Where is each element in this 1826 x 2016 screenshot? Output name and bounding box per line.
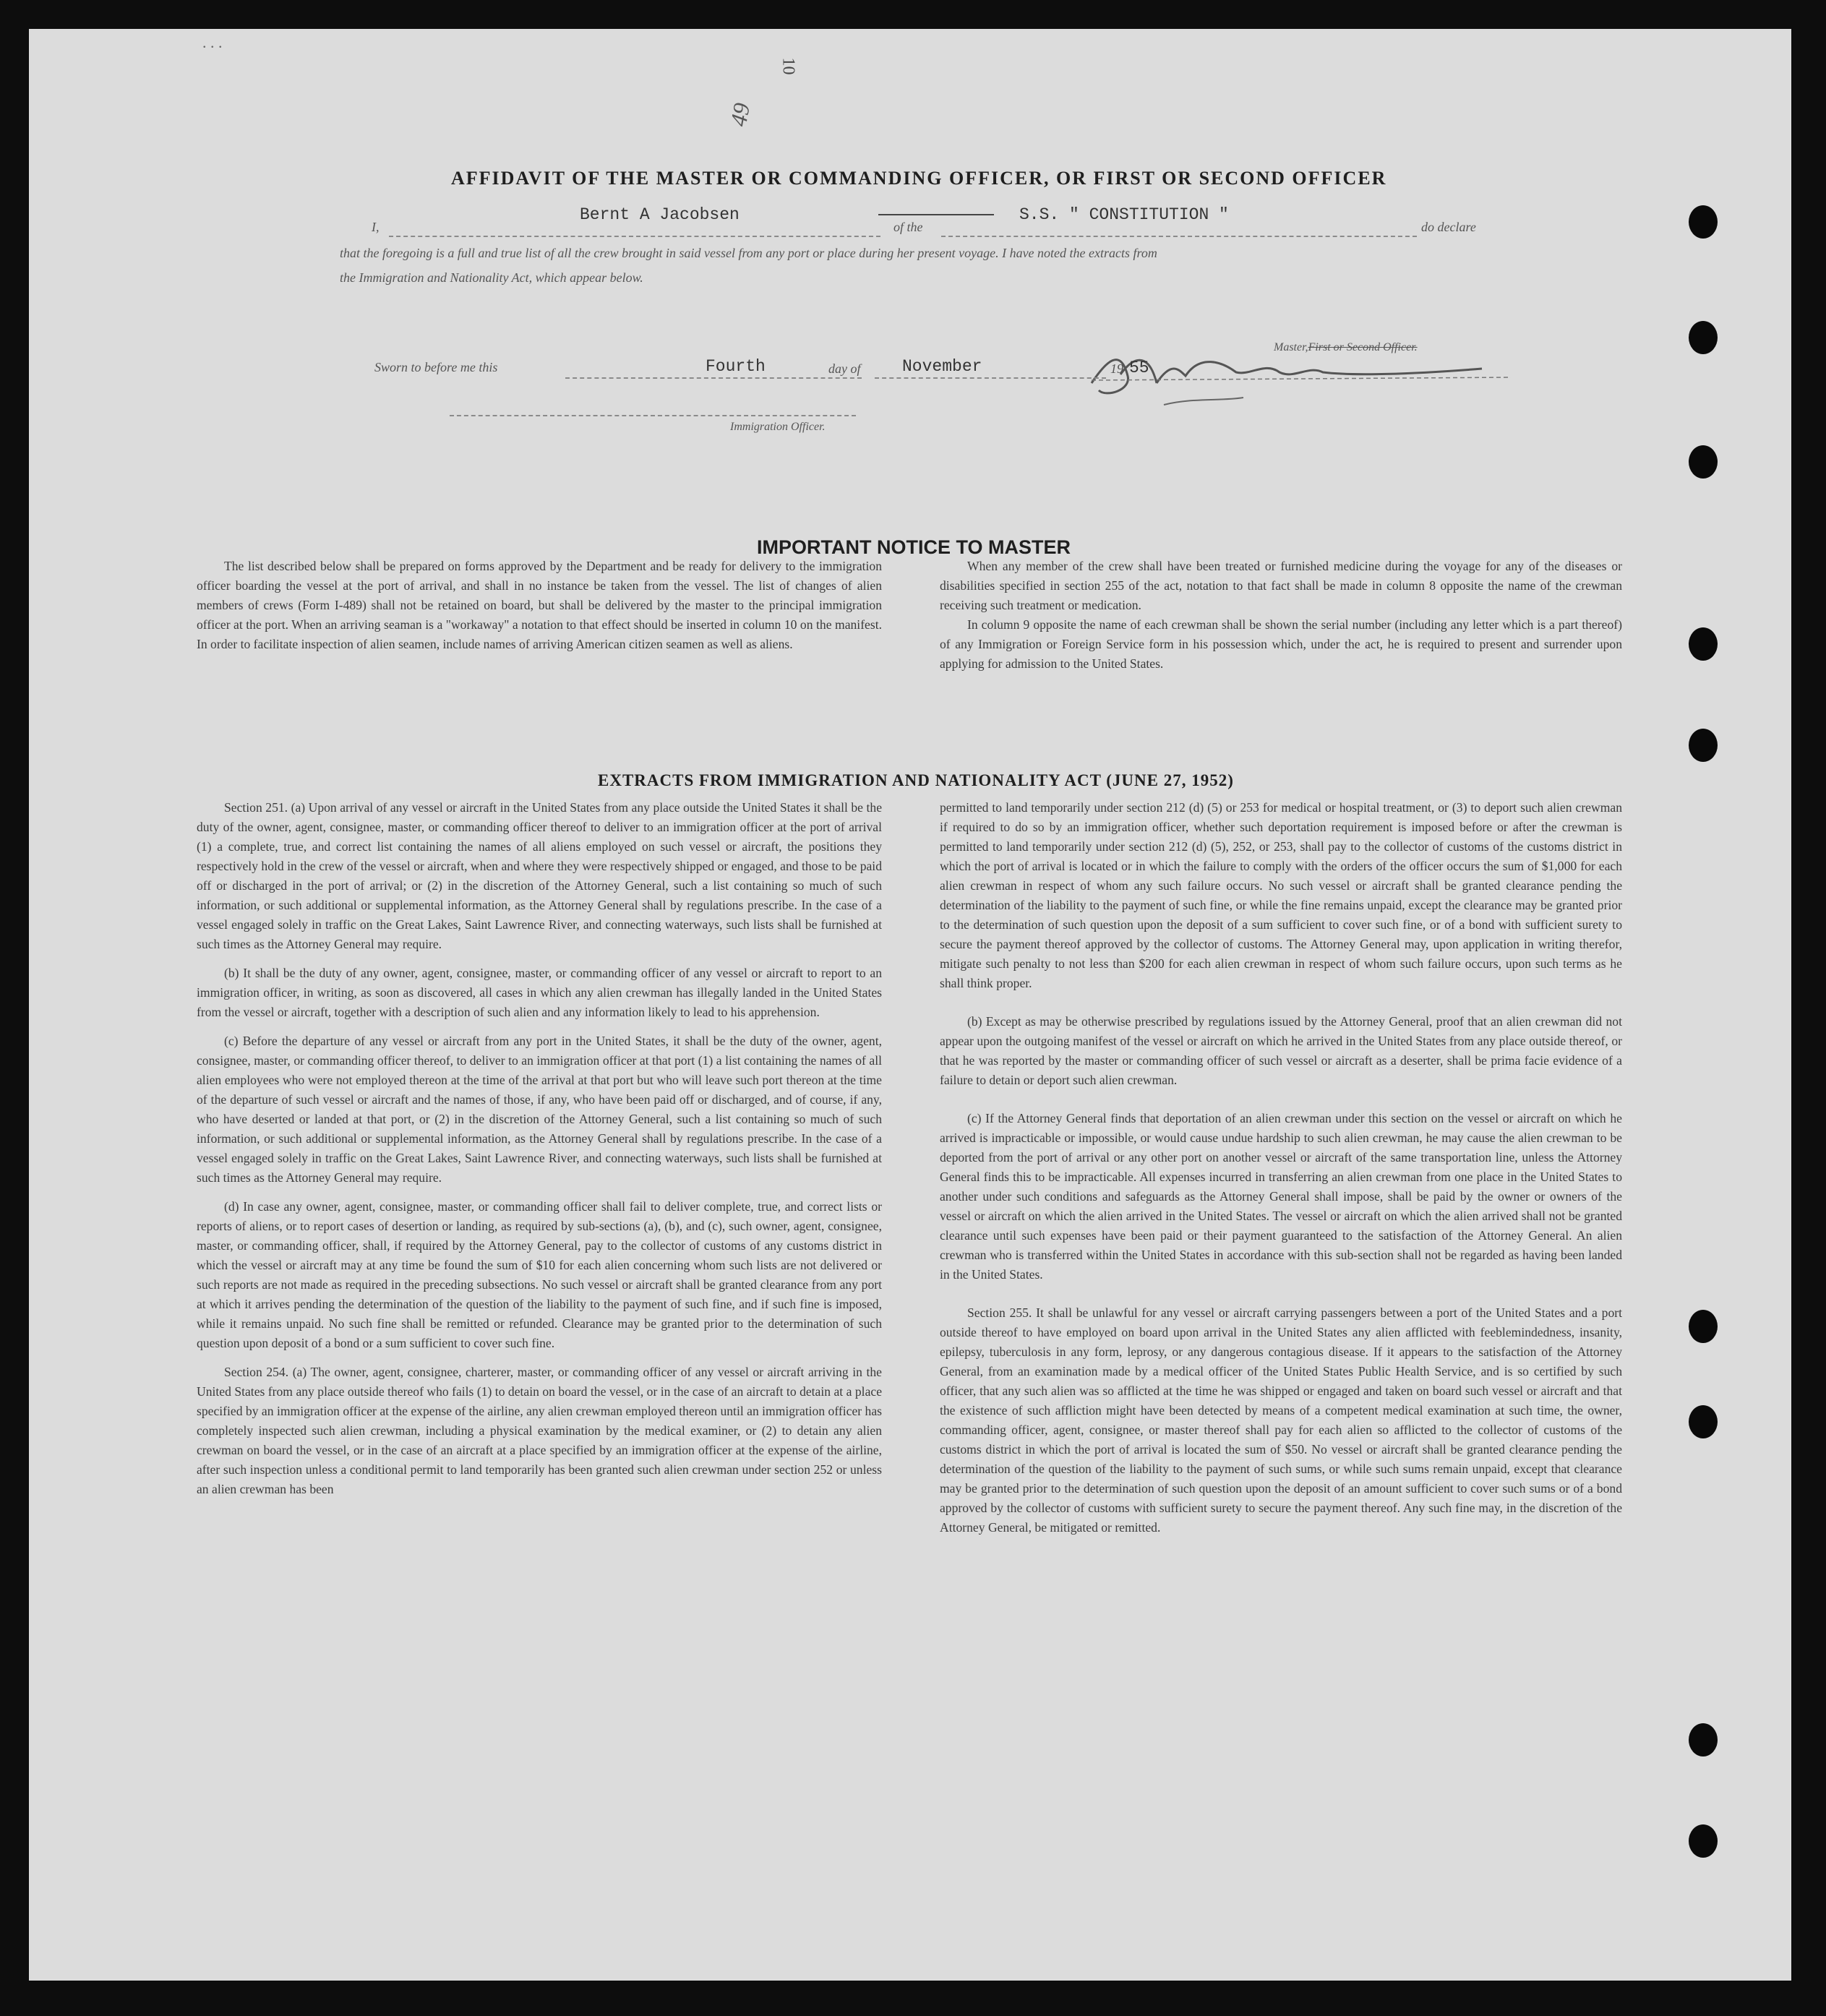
notice-left-paragraph: The list described below shall be prepared on forms approved by the Department and be ready for delivery to the immigration officer boarding the vessel at the port of arrival, and shall in no instance be taken from the vessel. The list of changes of alien members of crews (Form I-489) shall not be retained on board, but shall be delivered by the master to the principal immigration officer at the port. When an arriving seaman is a "workaway" a notation to that effect should be inserted in column 10 on the manifest. In order to facilitate inspection of alien seamen, include names of arriving American citizen seamen as well as aliens. — [197, 559, 882, 651]
declaration-text-line2: the Immigration and Nationality Act, which appear below. — [340, 270, 643, 285]
affidavit-title: AFFIDAVIT OF THE MASTER OR COMMANDING OFFICER, OR FIRST OR SECOND OFFICER — [451, 168, 1387, 189]
section-255: Section 255. It shall be unlawful for any vessel or aircraft carrying passengers between a port of the United States and a port outside thereof to have employed on board upon arrival in the United States any alien afflicted with feeblemindedness, insanity, epilepsy, tuberculosis in any form, leprosy, or any dangerous contagious disease. If it appears to the satisfaction of the Attorney General, from an examination made by a medical officer of the United States Public Health Service, and is so certified by such officer, that any such alien was so afflicted at the time he was shipped or engaged and taken on board such vessel or aircraft and that the existence of such affliction might have been detected by means of a competent medical examination at such time, the owner, commanding officer, agent, consignee, or master thereof shall pay for each alien so afflicted to the collector of customs of the customs district in which the port of arrival is located the sum of $50. No vessel or aircraft shall be granted clearance pending the determination of the question of the liability to the payment of such sums, or while such sums remain unpaid, except that clearance may be granted prior to the determination of such question upon the deposit of an amount sufficient to cover such sums or of a bond approved by the collector of customs with sufficient surety to secure the payment thereof. Any such fine may, in the discretion of the Attorney General, be mitigated or remitted. — [940, 1305, 1622, 1535]
title-rule — [878, 214, 994, 215]
binder-hole — [1689, 1824, 1718, 1858]
do-declare-label: do declare — [1421, 220, 1476, 234]
year-prefix: 19 — [1110, 361, 1123, 376]
section-251b: (b) It shall be the duty of any owner, agent, consignee, master, or commanding officer of any vessel or aircraft to report to an immigration officer, in writing, as soon as discovered, all cases in which any alien crewman has illegally landed in the United States from the vessel or aircraft, together with a description of such alien and any information likely to lead to his apprehension. — [197, 966, 882, 1019]
page-number-mark: 10 — [779, 57, 798, 75]
sworn-month: November — [902, 357, 982, 376]
signer-role — [1274, 341, 1418, 354]
notice-title: IMPORTANT NOTICE TO MASTER — [757, 536, 1071, 558]
binder-hole — [1689, 729, 1718, 762]
sworn-day: Fourth — [706, 357, 766, 376]
section-251d: (d) In case any owner, agent, consignee, master, or commanding officer shall fail to deliver complete, true, and correct lists or reports of aliens, or to report cases of desertion or landing, as required by sub-sections (a), (b), and (c), such owner, agent, consignee, master, or commanding officer, shall, if required by the Attorney General, pay to the collector of customs of any customs district in which the vessel or aircraft may at any time be found the sum of $10 for each alien concerning whom such lists are not delivered or such reports are not made as required in the preceding subsections. No such vessel or aircraft shall be granted clearance from any port at which it arrives pending the determination of the question of the liability to the payment of such fine, and if such fine is imposed, while it remains unpaid. No such fine shall be remitted or refunded. Clearance may be granted prior to the determination of such question upon deposit of a bond or a sum sufficient to cover such fine. — [197, 1199, 882, 1350]
vessel-line — [941, 236, 1417, 237]
immigration-officer-line — [450, 415, 856, 416]
declarant-line — [389, 236, 880, 237]
day-of-label: day of — [828, 361, 861, 376]
document-page — [29, 29, 1791, 1981]
sworn-label: Sworn to before me this — [374, 360, 498, 374]
section-254a-part2: permitted to land temporarily under section 212 (d) (5) or 253 for medical or hospital treatment, or (3) to deport such alien crewman if required to do so by an immigration officer, whether such deportation requirement is imposed before or after the crewman is permitted to land temporarily under section 212 (d) (5), 252, or 253, shall pay to the collector of customs of the customs district in which the port of arrival is located or in which the failure to comply with the orders of the officer occurs the sum of $1,000 for each alien crewman in respect of whom any such failure occurs. No such vessel or aircraft shall be granted clearance pending the determination of the liability to the payment of such fine, or while the fine remains unpaid, except the clearance may be granted prior to the determination of such question upon the deposit of a sum sufficient to cover such fine, or of a bond with sufficient surety to secure the payment thereof approved by the collector of customs. The Attorney General may, upon application in writing therefor, mitigate such penalty to not less than $200 for each alien crewman in respect of whom such failure occurs, upon such terms as he shall think proper. — [940, 800, 1622, 990]
binder-hole — [1689, 1310, 1718, 1343]
binder-hole — [1689, 1723, 1718, 1757]
notice-right-paragraph-1: When any member of the crew shall have been treated or furnished medicine during the voyage for any of the diseases or disabilities specified in section 255 of the act, notation to that fact shall be made in column 8 opposite the name of the crewman receiving such treatment or medication. — [940, 559, 1622, 612]
notice-right-column — [940, 557, 1622, 683]
immigration-officer-label: Immigration Officer. — [730, 421, 826, 433]
section-254a-part1: Section 254. (a) The owner, agent, consignee, charterer, master, or commanding officer of any vessel or aircraft arriving in the United States from any place outside thereof who fails (1) to detain on board the vessel, or in the case of an aircraft to detain at a place specified by an immigration officer at the expense of the airline, any alien crewman employed thereon until an immigration officer has completely inspected such alien crewman, including a physical examination by the medical examiner, or (2) to detain any alien crewman on board the vessel, or in the case of an aircraft at a place specified by an immigration officer at the expense of the airline, after such inspection unless a conditional permit to land temporarily has been granted such alien crewman under section 252 or unless an alien crewman has been — [197, 1365, 882, 1496]
handwritten-mark: 49 — [725, 100, 755, 129]
of-the-label: of the — [893, 220, 923, 234]
corner-marks: . . . — [202, 33, 223, 51]
vessel-name: S.S. " CONSTITUTION " — [1019, 205, 1229, 224]
extracts-title: EXTRACTS FROM IMMIGRATION AND NATIONALITY ACT (JUNE 27, 1952) — [598, 771, 1234, 789]
month-line — [875, 377, 1106, 379]
section-251a: Section 251. (a) Upon arrival of any vessel or aircraft in the United States from any place outside the United States it shall be the duty of the owner, agent, consignee, master, or commanding officer thereof to deliver to an immigration officer at the port of arrival (1) a complete, true, and correct list containing the names of all aliens employed on such vessel or aircraft, the positions they respectively hold in the crew of the vessel or aircraft, when and where they were respectively shipped or engaged, and those to be paid off or discharged in the port of arrival; or (2) in the discretion of the Attorney General, such a list containing so much of such information, or such additional or supplemental information, as the Attorney General shall by regulations prescribe. In the case of a vessel engaged solely in traffic on the Great Lakes, Saint Lawrence River, and connecting waterways, such lists shall be furnished at such times as the Attorney General may require. — [197, 800, 882, 951]
signer-role-master: Master, — [1274, 341, 1308, 353]
binder-hole — [1689, 627, 1718, 661]
binder-hole — [1689, 445, 1718, 479]
extracts-left-column — [197, 798, 882, 1509]
declaration-text-line1: that the foregoing is a full and true list of all the crew brought in said vessel from any port or place during her present voyage. I have noted the extracts from — [340, 246, 1157, 260]
section-254b: (b) Except as may be otherwise prescribed by regulations issued by the Attorney General, proof that an alien crewman did not appear upon the outgoing manifest of the vessel or aircraft on which he arrived in the United States from any place outside thereof, or that he was reported by the master or commanding officer of such vessel or aircraft as a deserter, shall be prima facie evidence of a failure to detain or deport such alien crewman. — [940, 1014, 1622, 1087]
sworn-year: 55 — [1129, 359, 1149, 377]
declarant-name: Bernt A Jacobsen — [580, 205, 740, 224]
signer-role-struck: First or Second Officer. — [1308, 341, 1418, 353]
binder-hole — [1689, 1405, 1718, 1438]
notice-left-column — [197, 557, 882, 664]
notice-right-paragraph-2: In column 9 opposite the name of each crewman shall be shown the serial number (including any letter which is a part thereof) of any Immigration or Foreign Service form in his possession which, under the act, he is required to present and surrender upon applying for admission to the United States. — [940, 617, 1622, 671]
binder-hole — [1689, 321, 1718, 354]
extracts-right-column — [940, 798, 1622, 1547]
declarant-prefix: I, — [372, 220, 380, 234]
binder-hole — [1689, 205, 1718, 239]
day-line — [565, 377, 862, 379]
section-254c: (c) If the Attorney General finds that deportation of an alien crewman under this section on the vessel or aircraft on which he arrived is impracticable or impossible, or would cause undue hardship to such alien crewman, he may cause the alien crewman to be deported from the port of arrival or any other port on another vessel or aircraft of the same transportation line, unless the Attorney General finds this to be impracticable. All expenses incurred in transferring an alien crewman from one place in the United States to another under such conditions and safeguards as the Attorney General shall impose, shall be paid by the owner or owners of the vessel or aircraft on which the alien arrived in the United States. The vessel or aircraft on which the alien arrived shall not be granted clearance until such expenses have been paid or their payment guaranteed to the satisfaction of the Attorney General. An alien crewman who is transferred within the United States in accordance with this sub-section shall not be regarded as having been landed in the United States. — [940, 1111, 1622, 1282]
section-251c: (c) Before the departure of any vessel or aircraft from any port in the United States, it shall be the duty of the owner, agent, consignee, master, or commanding officer thereof, to deliver to an immigration officer at that port (1) a list containing the names of all alien employees who were not employed thereon at the time of the arrival at that port but who will leave such port thereon at the time of the departure of such vessel or aircraft and the names of those, if any, who have been paid off or discharged, and of course, if any, who have deserted or landed at that port, or (2) in the discretion of the Attorney General, such a list containing so much of such information, or such additional or supplemental information, as the Attorney General shall by regulations prescribe. In the case of a vessel engaged solely in traffic on the Great Lakes, Saint Lawrence River, and connecting waterways, such lists shall be furnished at such times as the Attorney General may require. — [197, 1034, 882, 1185]
